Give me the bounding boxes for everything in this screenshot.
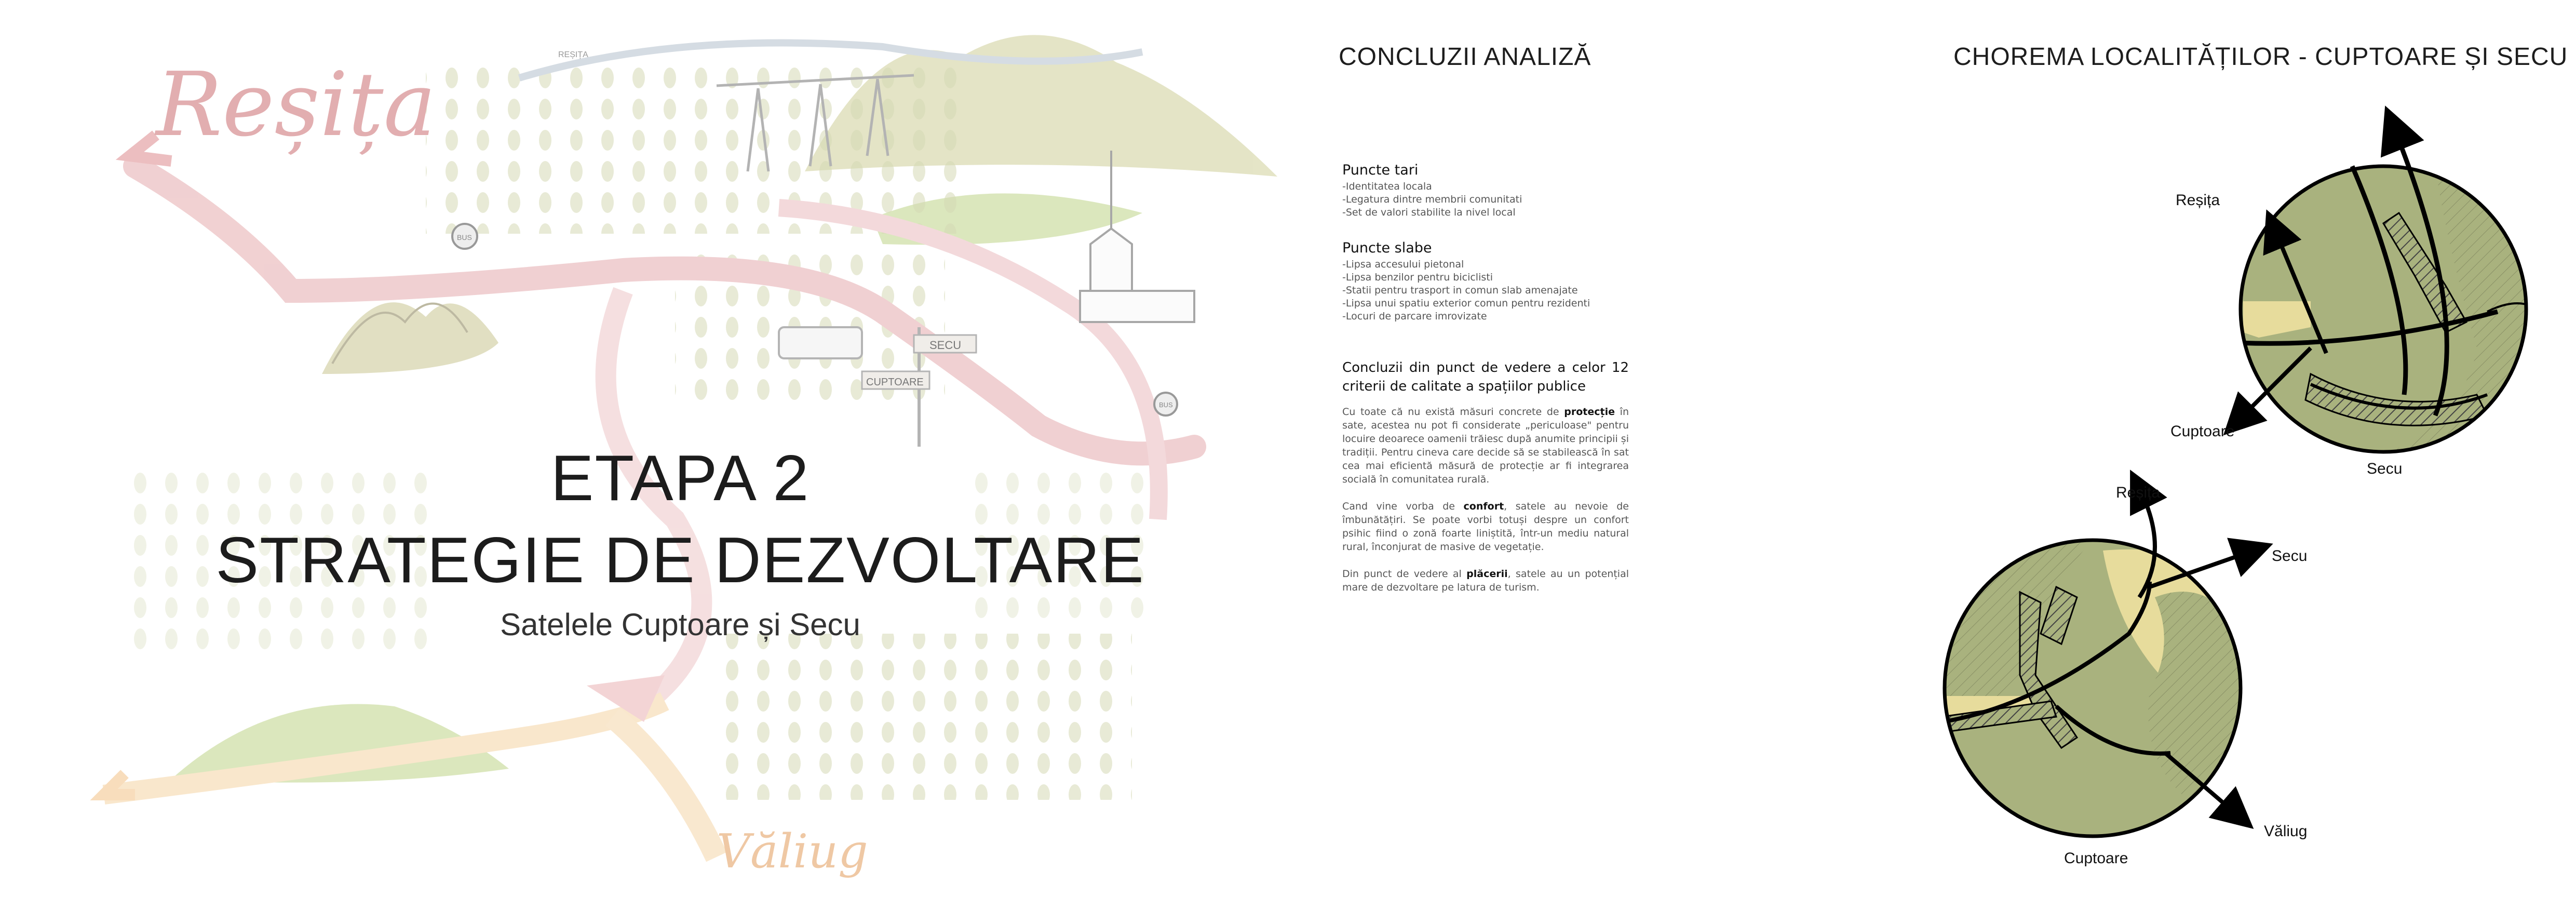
sign-label-cuptoare: CUPTOARE (866, 377, 924, 388)
criteria-paragraph: Cu toate că nu există măsuri concrete de protecție în sate, acestea nu pot fi considerate „periculoase" pentru locuire deoarece oamenii trăiesc după anumite principii și tradiții. Pentru cineva care decide să se stabilească în sat cea mai eficientă măsură de protecție ar fi integrarea socială în comunitatea rurală. (1342, 406, 1629, 485)
strengths-heading: Puncte tari (1342, 162, 1419, 178)
list-item: -Lipsa benzilor pentru biciclisti (1342, 272, 1493, 283)
strategy-title: STRATEGIE DE DEZVOLTARE (215, 525, 1145, 596)
strengths-block (1342, 162, 1629, 219)
chorema-secu (2155, 104, 2550, 499)
forest (717, 634, 1132, 800)
list-item: -Lipsa unui spatiu exterior comun pentru rezidenti (1342, 298, 1590, 309)
analysis-title: CONCLUZII ANALIZĂ (1339, 43, 1592, 71)
chorema-cuptoare (1932, 467, 2347, 873)
forest (426, 62, 971, 234)
sign-label-secu: SECU (929, 339, 962, 352)
list-item: -Set de valori stabilite la nivel local (1342, 207, 1516, 218)
stage-title: ETAPA 2 (550, 443, 810, 514)
label-valiug: Văliug (2264, 823, 2308, 840)
church (1080, 151, 1194, 322)
label-secu: Secu (2272, 547, 2308, 565)
list-item: -Locuri de parcare imrovizate (1342, 311, 1487, 322)
label-resita: Reșița (2116, 484, 2161, 501)
map-label-resita: Reșița (156, 53, 436, 156)
bus-stop-marker (1154, 393, 1177, 416)
list-item: -Legatura dintre membrii comunitati (1342, 194, 1522, 205)
path-valiug (613, 717, 717, 857)
label-cuptoare: Cuptoare (2064, 850, 2128, 867)
map-label-resita-small: REȘIȚA (558, 50, 588, 59)
weaknesses-heading: Puncte slabe (1342, 240, 1432, 256)
label-resita: Reșița (2176, 192, 2220, 209)
criteria-block (1342, 358, 1629, 594)
list-item: -Identitatea locala (1342, 181, 1432, 192)
list-item: -Statii pentru trasport in comun slab amenajate (1342, 285, 1578, 296)
label-secu: Secu (2367, 460, 2403, 477)
svg-text:BUS: BUS (457, 233, 472, 242)
villages-subtitle: Satelele Cuptoare și Secu (500, 607, 860, 642)
criteria-paragraph: Din punct de vedere al plăcerii, satele au un potențial mare de dezvoltare pe latura de turism. (1342, 568, 1629, 593)
map-label-valiug: Văliug (717, 824, 868, 879)
chorema-title: CHOREMA LOCALITĂȚILOR - CUPTOARE ȘI SECU (1953, 43, 2568, 71)
weaknesses-block (1342, 240, 1629, 323)
bus-stop-marker (452, 224, 477, 249)
label-cuptoare: Cuptoare (2170, 423, 2235, 440)
criteria-paragraph: Cand vine vorba de confort, satele au nevoie de îmbunătățiri. Se poate vorbi totuși despre un confort psihic fiind o zonă foarte liniștită, într-un mediu natural rural, înconjurat de masive de vegetație. (1342, 501, 1629, 553)
criteria-heading: Concluzii din punct de vedere a celor 12 criterii de calitate a spațiilor publice (1342, 360, 1629, 394)
list-item: -Lipsa accesului pietonal (1342, 259, 1464, 270)
bus (779, 327, 862, 358)
svg-text:BUS: BUS (1159, 401, 1173, 409)
